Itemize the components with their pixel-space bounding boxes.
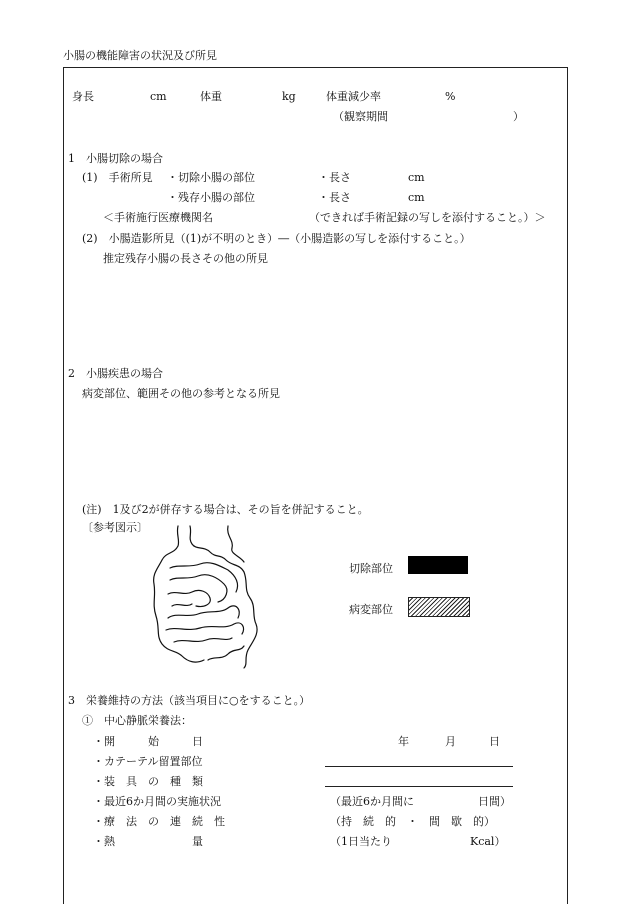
start-month-label: 月 bbox=[445, 735, 456, 748]
start-date-label: ・開 始 日 bbox=[93, 735, 203, 748]
remaining-length-label: ・長さ bbox=[318, 191, 351, 204]
section1-heading: 1 小腸切除の場合 bbox=[68, 152, 163, 165]
resected-site-label: ・切除小腸の部位 bbox=[167, 171, 255, 184]
form-title: 小腸の機能障害の状況及び所見 bbox=[63, 49, 217, 62]
small-intestine-diagram bbox=[148, 524, 272, 670]
device-type-underline bbox=[325, 786, 513, 787]
continuity-label: ・療 法 の 連 続 性 bbox=[93, 815, 225, 828]
calorie-open: （1日当たり bbox=[330, 835, 392, 848]
resected-length-unit: cm bbox=[408, 171, 425, 184]
lesion-findings-label: 病変部位、範囲その他の参考となる所見 bbox=[82, 387, 280, 400]
observation-period-close: ） bbox=[513, 110, 524, 123]
continuity-value: （持 続 的 ・ 間 歇 的） bbox=[330, 815, 495, 828]
legend-lesion-label: 病変部位 bbox=[349, 603, 393, 616]
calorie-close: Kcal） bbox=[470, 835, 506, 848]
recent-status-close: 日間） bbox=[478, 795, 511, 808]
tpn-label: ① 中心静脈栄養法： bbox=[82, 714, 192, 727]
height-unit: cm bbox=[150, 90, 167, 103]
catheter-site-underline bbox=[325, 766, 513, 767]
weight-label: 体重 bbox=[200, 90, 222, 103]
contrast-findings-label: (2) 小腸造影所見（(1)が不明のとき）―（小腸造影の写しを添付すること。） bbox=[82, 232, 471, 245]
weight-unit: kg bbox=[282, 90, 296, 103]
remaining-length-unit: cm bbox=[408, 191, 425, 204]
catheter-site-label: ・カテーテル留置部位 bbox=[93, 755, 203, 768]
resected-length-label: ・長さ bbox=[318, 171, 351, 184]
start-year-label: 年 bbox=[398, 735, 409, 748]
legend-resected-label: 切除部位 bbox=[349, 562, 393, 575]
section2-heading: 2 小腸疾患の場合 bbox=[68, 367, 163, 380]
surgical-findings-label: (1) 手術所見 bbox=[82, 171, 153, 184]
recent-status-label: ・最近6か月間の実施状況 bbox=[93, 795, 221, 808]
coexist-note: (注) 1及び2が併存する場合は、その旨を併記すること。 bbox=[82, 503, 369, 516]
institution-note: （できれば手術記録の写しを添付すること。）＞ bbox=[309, 211, 546, 224]
start-day-label: 日 bbox=[489, 735, 500, 748]
recent-status-open: （最近6か月間に bbox=[330, 795, 414, 808]
calorie-label: ・熱 量 bbox=[93, 835, 203, 848]
remaining-site-label: ・残存小腸の部位 bbox=[167, 191, 255, 204]
height-label: 身長 bbox=[72, 90, 94, 103]
legend-lesion-swatch bbox=[408, 597, 470, 617]
weight-loss-label: 体重減少率 bbox=[326, 90, 381, 103]
section3-heading: 3 栄養維持の方法（該当項目に○をすること。） bbox=[68, 694, 311, 707]
legend-resected-swatch bbox=[408, 556, 468, 574]
reference-label: 〔参考図示〕 bbox=[82, 521, 148, 534]
observation-period-open: （観察期間 bbox=[333, 110, 388, 123]
institution-label: ＜手術施行医療機関名 bbox=[103, 211, 213, 224]
estimated-length-label: 推定残存小腸の長さその他の所見 bbox=[103, 252, 268, 265]
weight-loss-unit: % bbox=[445, 90, 456, 103]
device-type-label: ・装 具 の 種 類 bbox=[93, 775, 203, 788]
